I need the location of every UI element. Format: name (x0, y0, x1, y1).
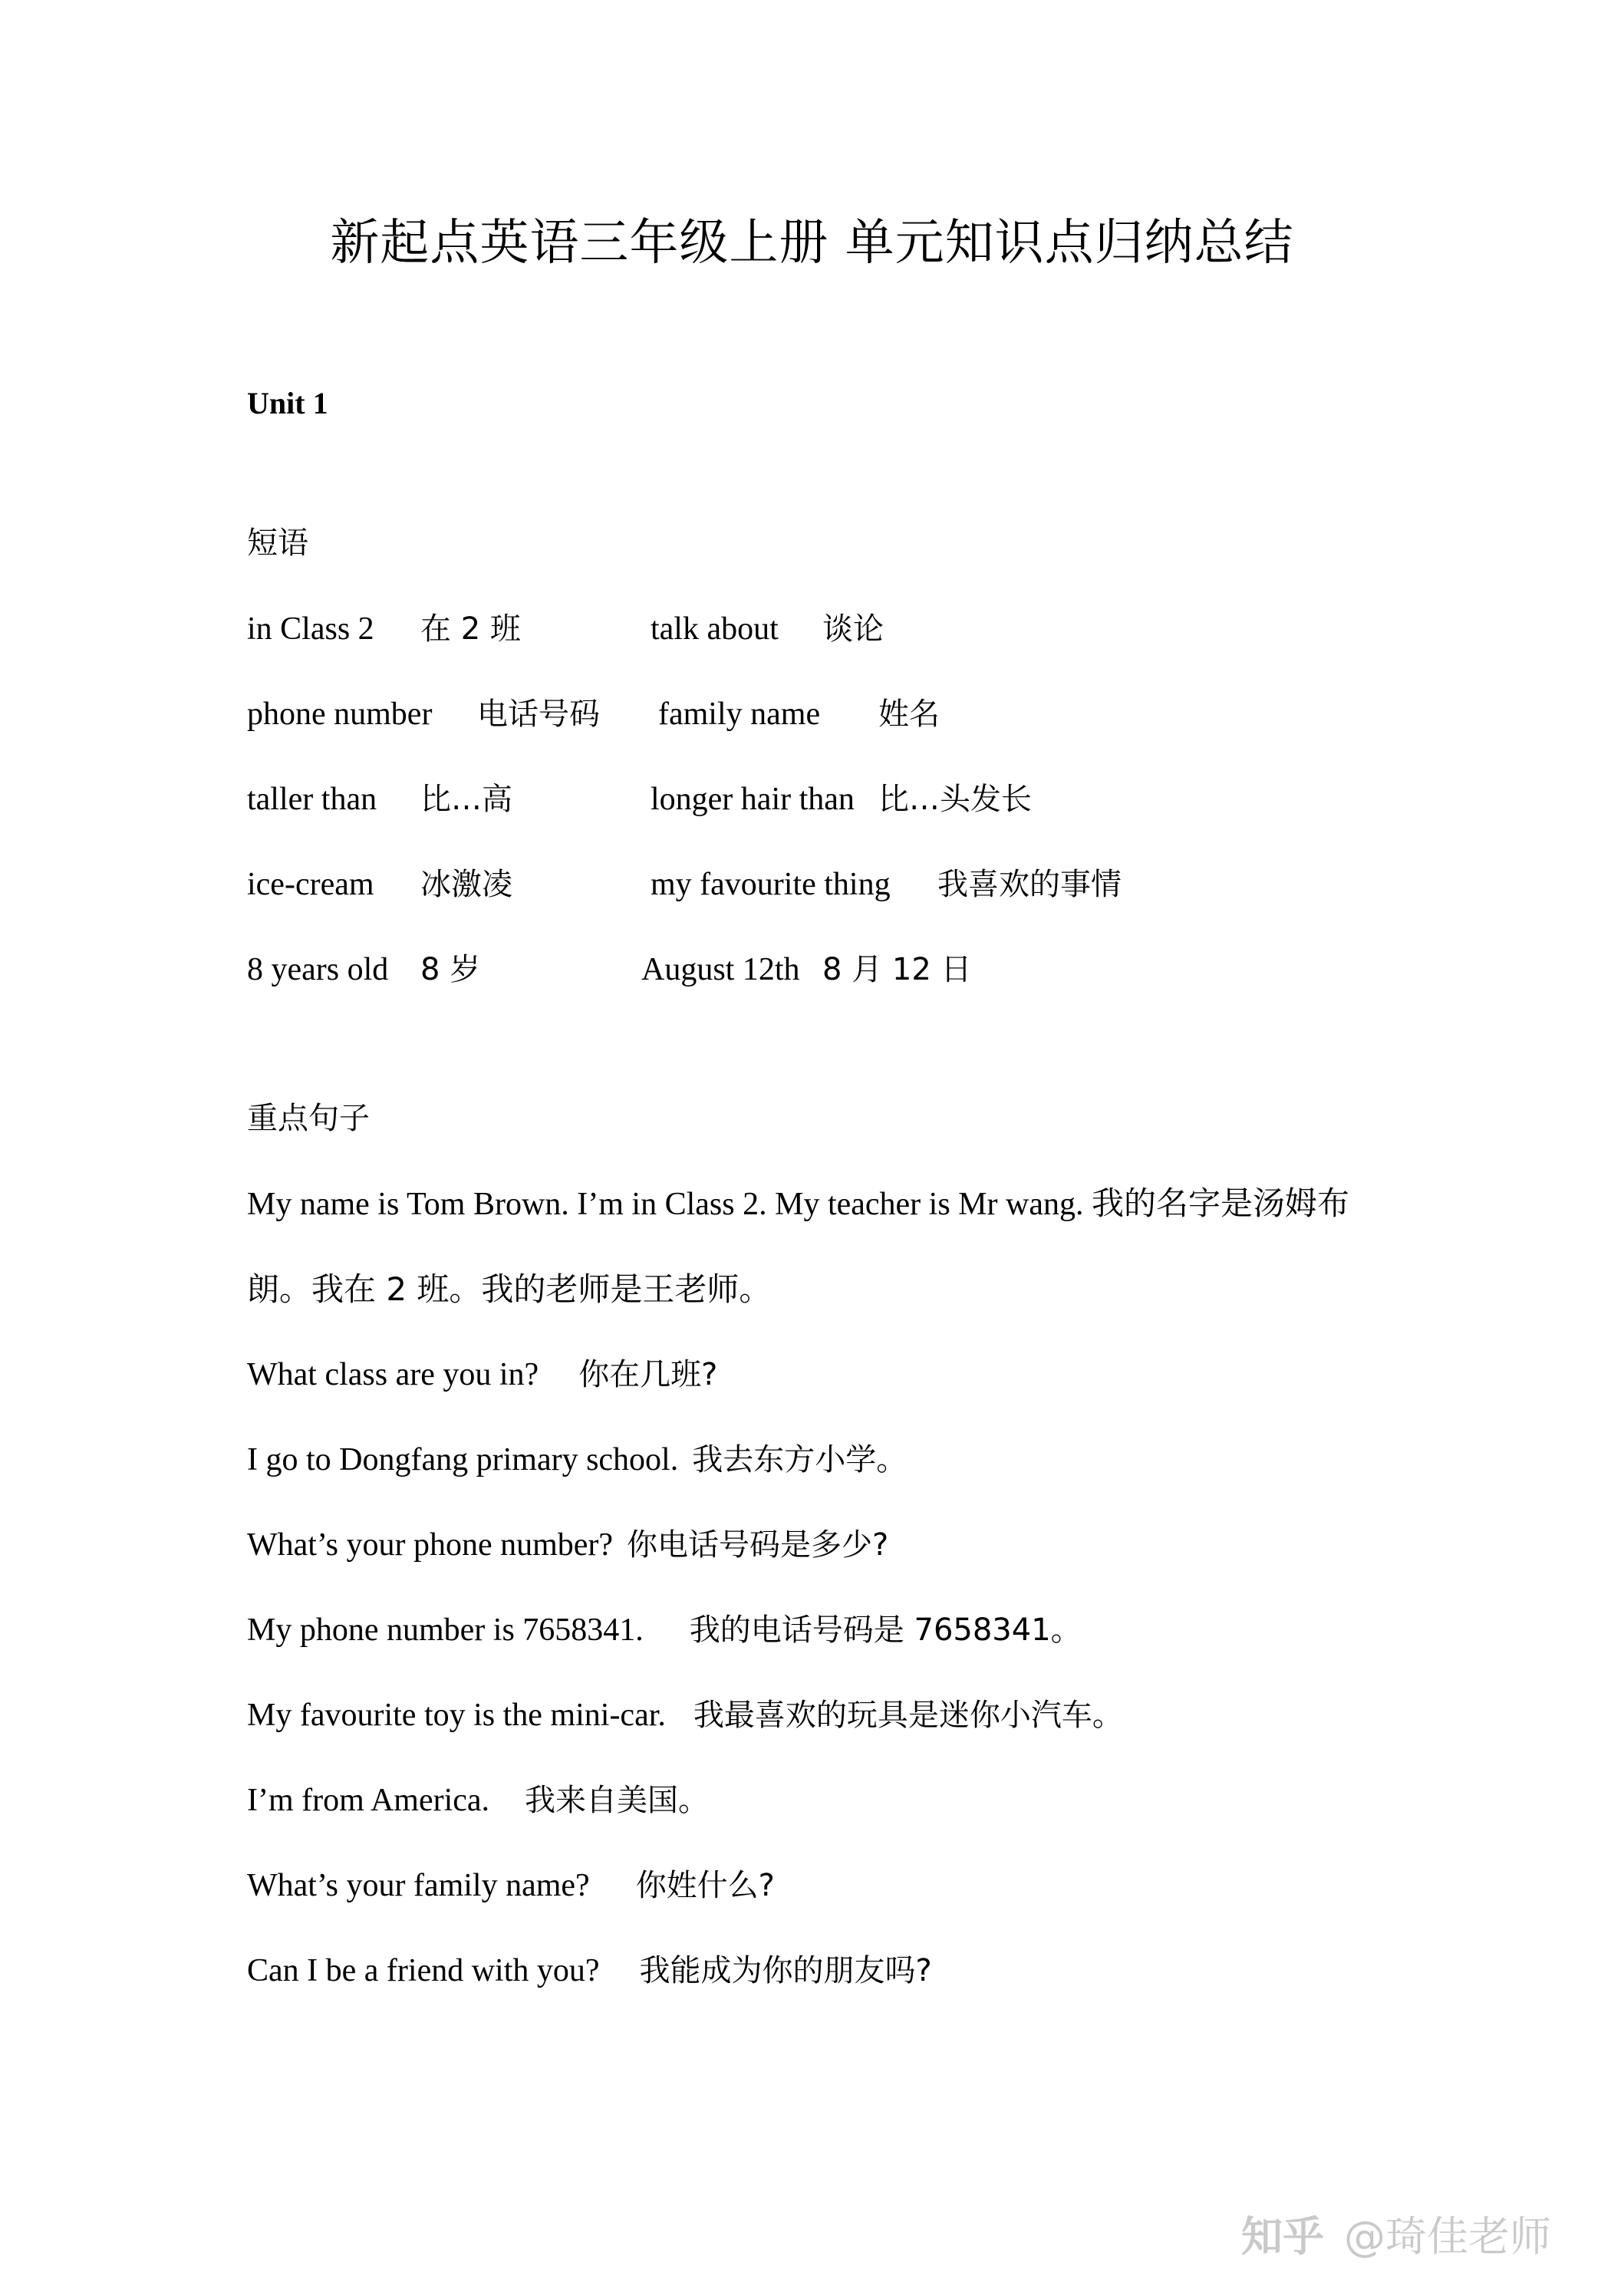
sentence-chinese: 我最喜欢的玩具是迷你小汽车。 (693, 1698, 1123, 1733)
sentence-item (247, 1948, 932, 1994)
phrase-chinese: 冰激凌 (420, 867, 512, 902)
phrase-chinese: 姓名 (878, 697, 940, 732)
phrase-chinese: 8 岁 (420, 952, 481, 987)
sentence-item (247, 1607, 1082, 1653)
sentence-english: Can I be a friend with you? (247, 1953, 600, 1988)
sentence-chinese: 我能成为你的朋友吗? (639, 1953, 932, 1988)
phrase-english: longer hair than (651, 782, 855, 817)
phrase-chinese: 比…头发长 (878, 782, 1032, 817)
phrase-row (0, 861, 1624, 908)
sentence-chinese: 你姓什么? (635, 1868, 775, 1903)
sentences-heading: 重点句子 (247, 1101, 370, 1136)
sentence-item (247, 1777, 709, 1823)
sentence-english: I go to Dongfang primary school. (247, 1442, 679, 1477)
unit-heading: Unit 1 (247, 386, 328, 420)
phrase-chinese: 8 月 12 日 (822, 952, 972, 987)
watermark (1241, 2208, 1551, 2266)
phrases-heading: 短语 (247, 525, 308, 561)
sentence-english: What’s your phone number? (247, 1527, 614, 1563)
phrase-english: talk about (651, 611, 779, 647)
sentence-english: I’m from America. (247, 1783, 490, 1818)
phrase-chinese: 我喜欢的事情 (937, 867, 1122, 902)
sentence-chinese: 你在几班? (578, 1357, 718, 1392)
phrase-english: phone number (247, 697, 433, 732)
phrase-english: 8 years old (247, 952, 389, 987)
sentence-chinese: 我的电话号码是 7658341。 (689, 1612, 1082, 1648)
phrase-chinese: 在 2 班 (420, 611, 521, 647)
sentence-text: My name is Tom Brown. I’m in Class 2. My teacher is Mr wang. 我的名字是汤姆布 (247, 1187, 1349, 1222)
page-title: 新起点英语三年级上册 单元知识点归纳总结 (330, 215, 1294, 272)
sentence-text: 朗。我在 2 班。我的老师是王老师。 (247, 1270, 772, 1308)
phrase-row (0, 606, 1624, 652)
sentence-english: What class are you in? (247, 1357, 539, 1392)
sentence-chinese: 我来自美国。 (525, 1783, 710, 1818)
phrase-english: family name (658, 697, 821, 732)
sentence-line (247, 1181, 1349, 1227)
phrase-english: in Class 2 (247, 611, 374, 647)
sentence-item (247, 1692, 1123, 1738)
sentence-english: My favourite toy is the mini-car. (247, 1698, 666, 1733)
phrase-chinese: 比…高 (420, 782, 512, 817)
phrase-english: ice-cream (247, 867, 374, 902)
sentence-chinese: 你电话号码是多少? (627, 1527, 889, 1563)
phrase-row (0, 776, 1624, 822)
phrase-english: August 12th (641, 952, 800, 987)
sentence-item (247, 1863, 775, 1909)
phrase-chinese: 电话号码 (477, 697, 600, 732)
zhihu-logo: 知乎 (1241, 2212, 1324, 2261)
phrase-chinese: 谈论 (822, 611, 884, 647)
sentence-item (247, 1352, 717, 1398)
phrase-row (0, 691, 1624, 737)
phrase-row (0, 947, 1624, 993)
sentence-english: What’s your family name? (247, 1868, 590, 1903)
phrase-english: my favourite thing (651, 867, 891, 902)
sentence-item (247, 1437, 907, 1483)
sentence-line (247, 1267, 771, 1313)
watermark-author: @琦佳老师 (1344, 2212, 1551, 2261)
sentence-chinese: 我去东方小学。 (692, 1442, 908, 1477)
phrase-english: taller than (247, 782, 377, 817)
sentence-english: My phone number is 7658341. (247, 1612, 644, 1648)
sentence-item (247, 1522, 888, 1568)
